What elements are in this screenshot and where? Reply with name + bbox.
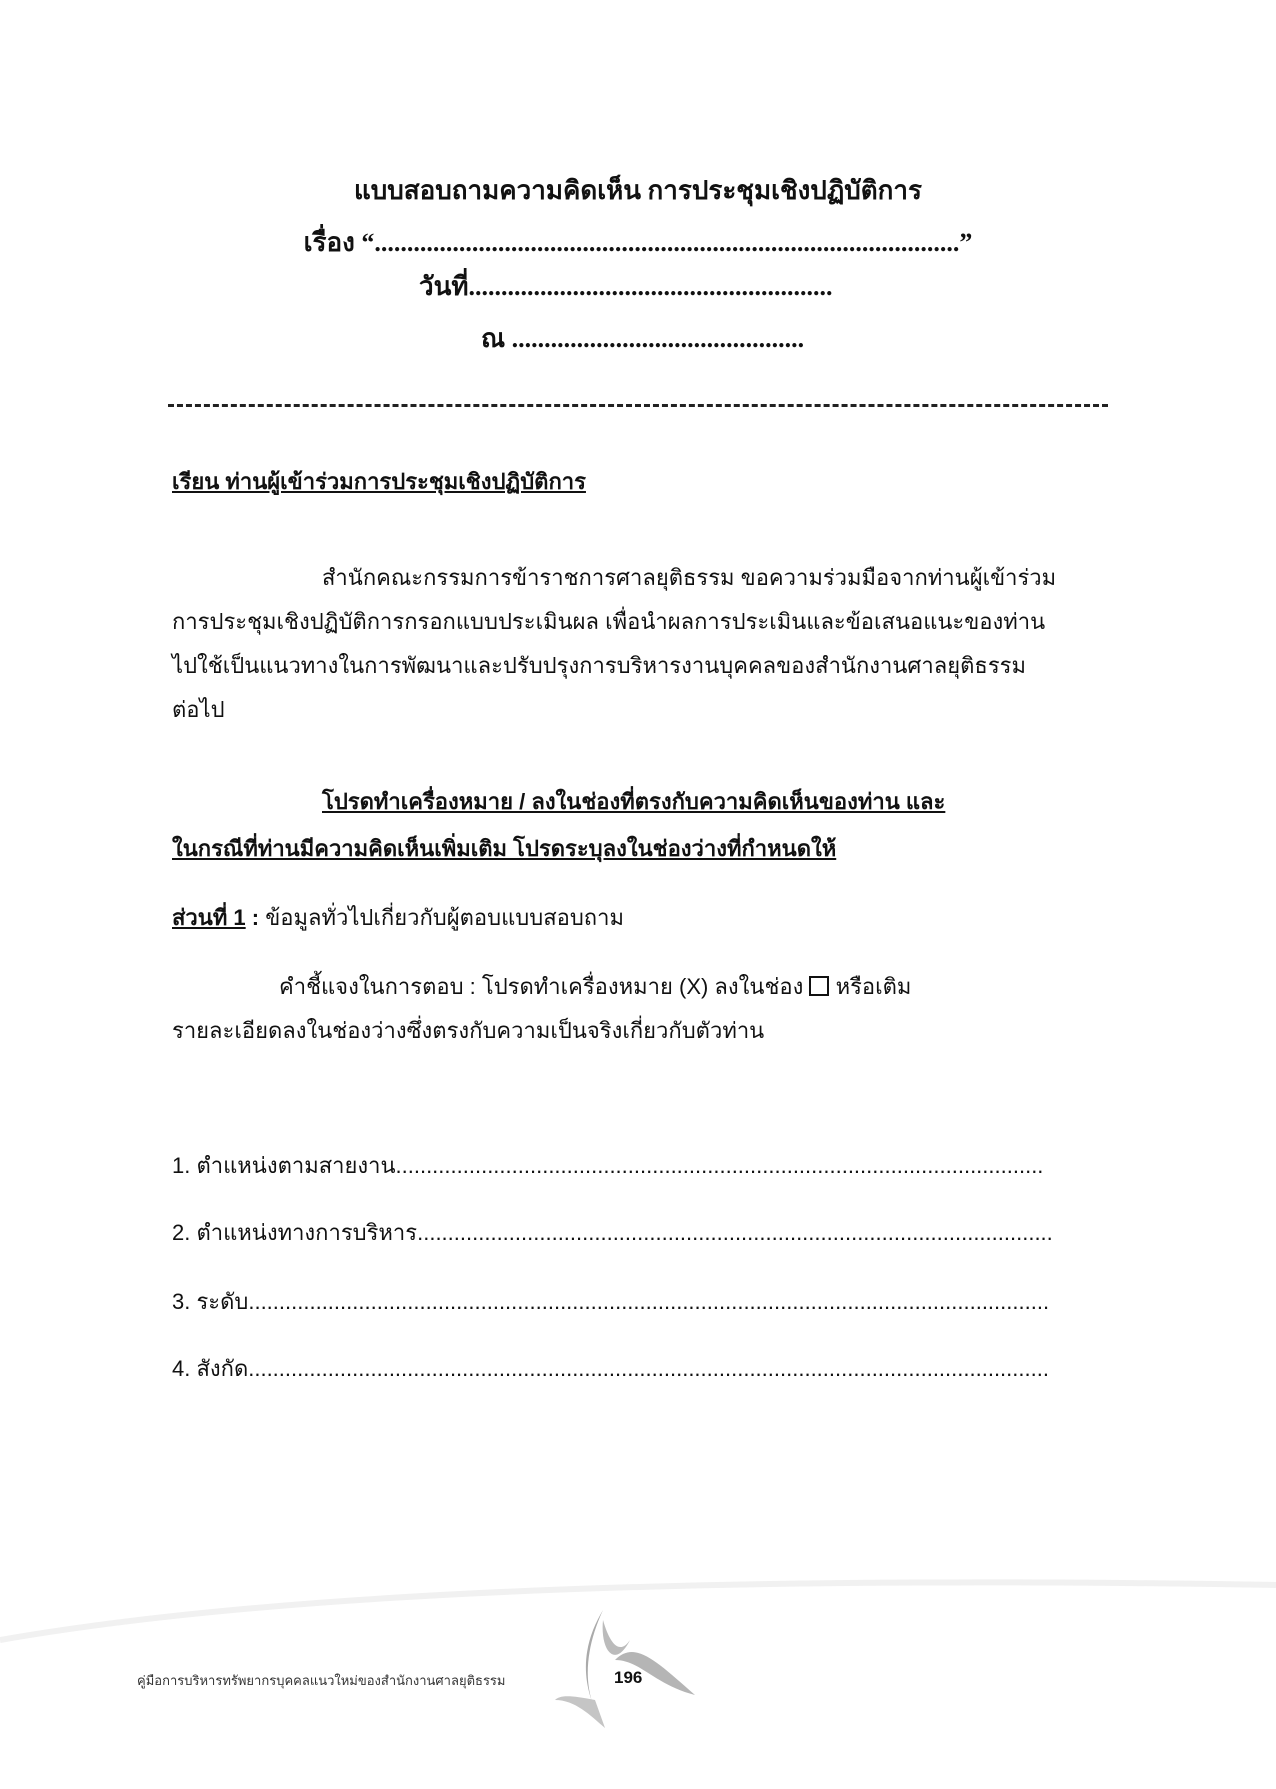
field-affiliation[interactable]: 4. สังกัด................................................................................................................................... [172,1356,1049,1381]
instruction-line: โปรดทำเครื่องหมาย / ลงในช่องที่ตรงกับความคิดเห็นของท่าน และ [322,789,946,814]
explanation-text: รายละเอียดลงในช่องว่างซึ่งตรงกับความเป็นจริงเกี่ยวกับตัวท่าน [172,1018,765,1043]
explanation-text: หรือเติม [829,974,912,999]
section1-title: ข้อมูลทั่วไปเกี่ยวกับผู้ตอบแบบสอบถาม [265,905,624,930]
place-line: ณ ............................................. [481,324,805,353]
field-position[interactable]: 1. ตำแหน่งตามสายงาน.......................................................................................................... [172,1153,1044,1178]
section1-label: ส่วนที่ 1 [172,905,246,930]
subject-line: เรื่อง “..........................................................................................” [303,228,973,257]
intro-line: ไปใช้เป็นแนวทางในการพัฒนาและปรับปรุงการบริหารงานบุคคลของสำนักงานศาลยุติธรรม [172,653,1026,678]
instruction-line: ในกรณีที่ท่านมีความคิดเห็นเพิ่มเติม โปรดระบุลงในช่องว่างที่กำหนดให้ [172,836,837,861]
form-title: แบบสอบถามความคิดเห็น การประชุมเชิงปฏิบัติการ [354,176,922,205]
divider [168,404,1108,407]
explanation-text: คำชี้แจงในการตอบ : โปรดทำเครื่องหมาย (X) ลงในช่อง [279,974,810,999]
salutation: เรียน ท่านผู้เข้าร่วมการประชุมเชิงปฏิบัติการ [172,469,586,494]
date-line: วันที่........................................................ [419,272,833,301]
section1-colon: : [245,905,266,930]
field-admin-position[interactable]: 2. ตำแหน่งทางการบริหาร........................................................................................................ [172,1220,1053,1245]
intro-line: สำนักคณะกรรมการข้าราชการศาลยุติธรรม ขอความร่วมมือจากท่านผู้เข้าร่วม [322,565,1057,590]
checkbox-icon [809,976,829,996]
intro-line: การประชุมเชิงปฏิบัติการกรอกแบบประเมินผล เพื่อนำผลการประเมินและข้อเสนอแนะของท่าน [172,609,1046,634]
page-number: 196 [614,1668,643,1687]
field-level[interactable]: 3. ระดับ................................................................................................................................... [172,1289,1050,1314]
section1-heading [172,900,624,935]
explanation [279,969,911,1004]
footer-book-title: คู่มือการบริหารทรัพยากรบุคคลแนวใหม่ของสำนักงานศาลยุติธรรม [137,1673,506,1688]
intro-line: ต่อไป [172,697,225,722]
